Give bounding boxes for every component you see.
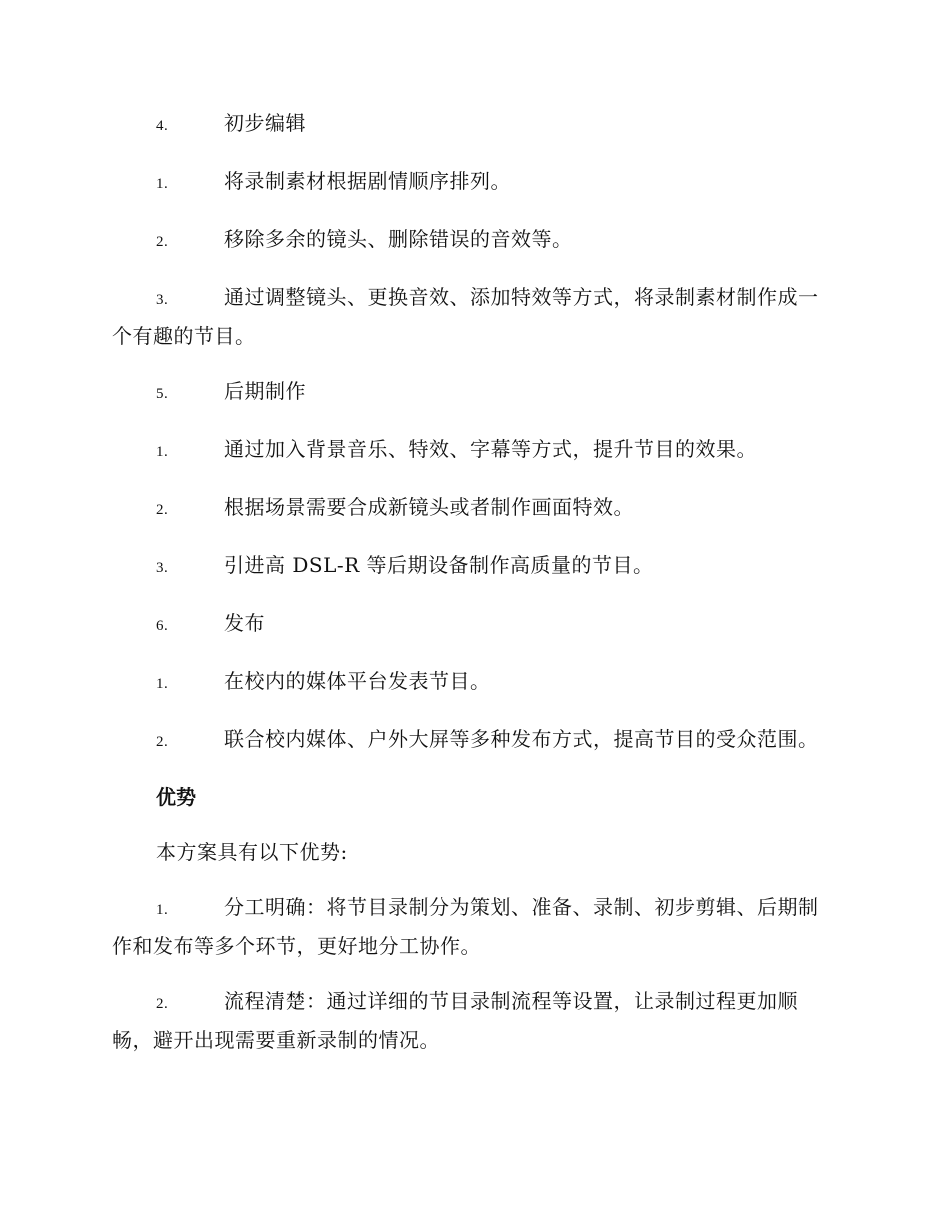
list-item [112,889,837,964]
list-text: 根据场景需要合成新镜头或者制作画面特效。 [224,495,634,519]
list-number: 1. [156,444,169,460]
list-text: 通过调整镜头、更换音效、添加特效等方式，将录制素材制作成一个有趣的节目。 [112,285,819,348]
section-heading: 优势 [156,785,196,809]
intro-paragraph: 本方案具有以下优势: [156,840,348,864]
list-number: 1. [156,176,169,192]
list-number: 2. [156,734,169,750]
list-text: 引进高 DSL-R 等后期设备制作高质量的节目。 [224,553,654,577]
list-text: 发布 [224,611,265,635]
list-text: 分工明确：将节目录制分为策划、准备、录制、初步剪辑、后期制作和发布等多个环节，更好地分工协作。 [112,895,819,958]
list-item [112,105,837,144]
list-text: 通过加入背景音乐、特效、字幕等方式，提升节目的效果。 [224,437,757,461]
list-item [112,221,837,260]
list-item [112,431,837,470]
list-text: 将录制素材根据剧情顺序排列。 [224,169,511,193]
list-number: 3. [156,292,169,308]
list-text: 流程清楚：通过详细的节目录制流程等设置，让录制过程更加顺畅，避开出现需要重新录制的情况。 [112,989,798,1052]
list-item [112,605,837,644]
list-item [112,547,837,586]
list-number: 1. [156,676,169,692]
document-content [112,105,837,1077]
list-number: 2. [156,234,169,250]
list-item [112,983,837,1058]
list-text: 移除多余的镜头、删除错误的音效等。 [224,227,573,251]
list-text: 后期制作 [224,379,306,403]
list-item [112,163,837,202]
list-text: 在校内的媒体平台发表节目。 [224,669,491,693]
list-number: 5. [156,386,169,402]
list-text: 联合校内媒体、户外大屏等多种发布方式，提高节目的受众范围。 [224,727,819,751]
list-number: 6. [156,618,169,634]
list-item [112,279,837,354]
list-item [112,373,837,412]
list-number: 4. [156,118,169,134]
list-item [112,721,837,760]
list-number: 2. [156,502,169,518]
list-item [112,663,837,702]
list-item [112,489,837,528]
list-number: 1. [156,902,169,918]
list-number: 3. [156,560,169,576]
list-number: 2. [156,996,169,1012]
list-text: 初步编辑 [224,111,306,135]
